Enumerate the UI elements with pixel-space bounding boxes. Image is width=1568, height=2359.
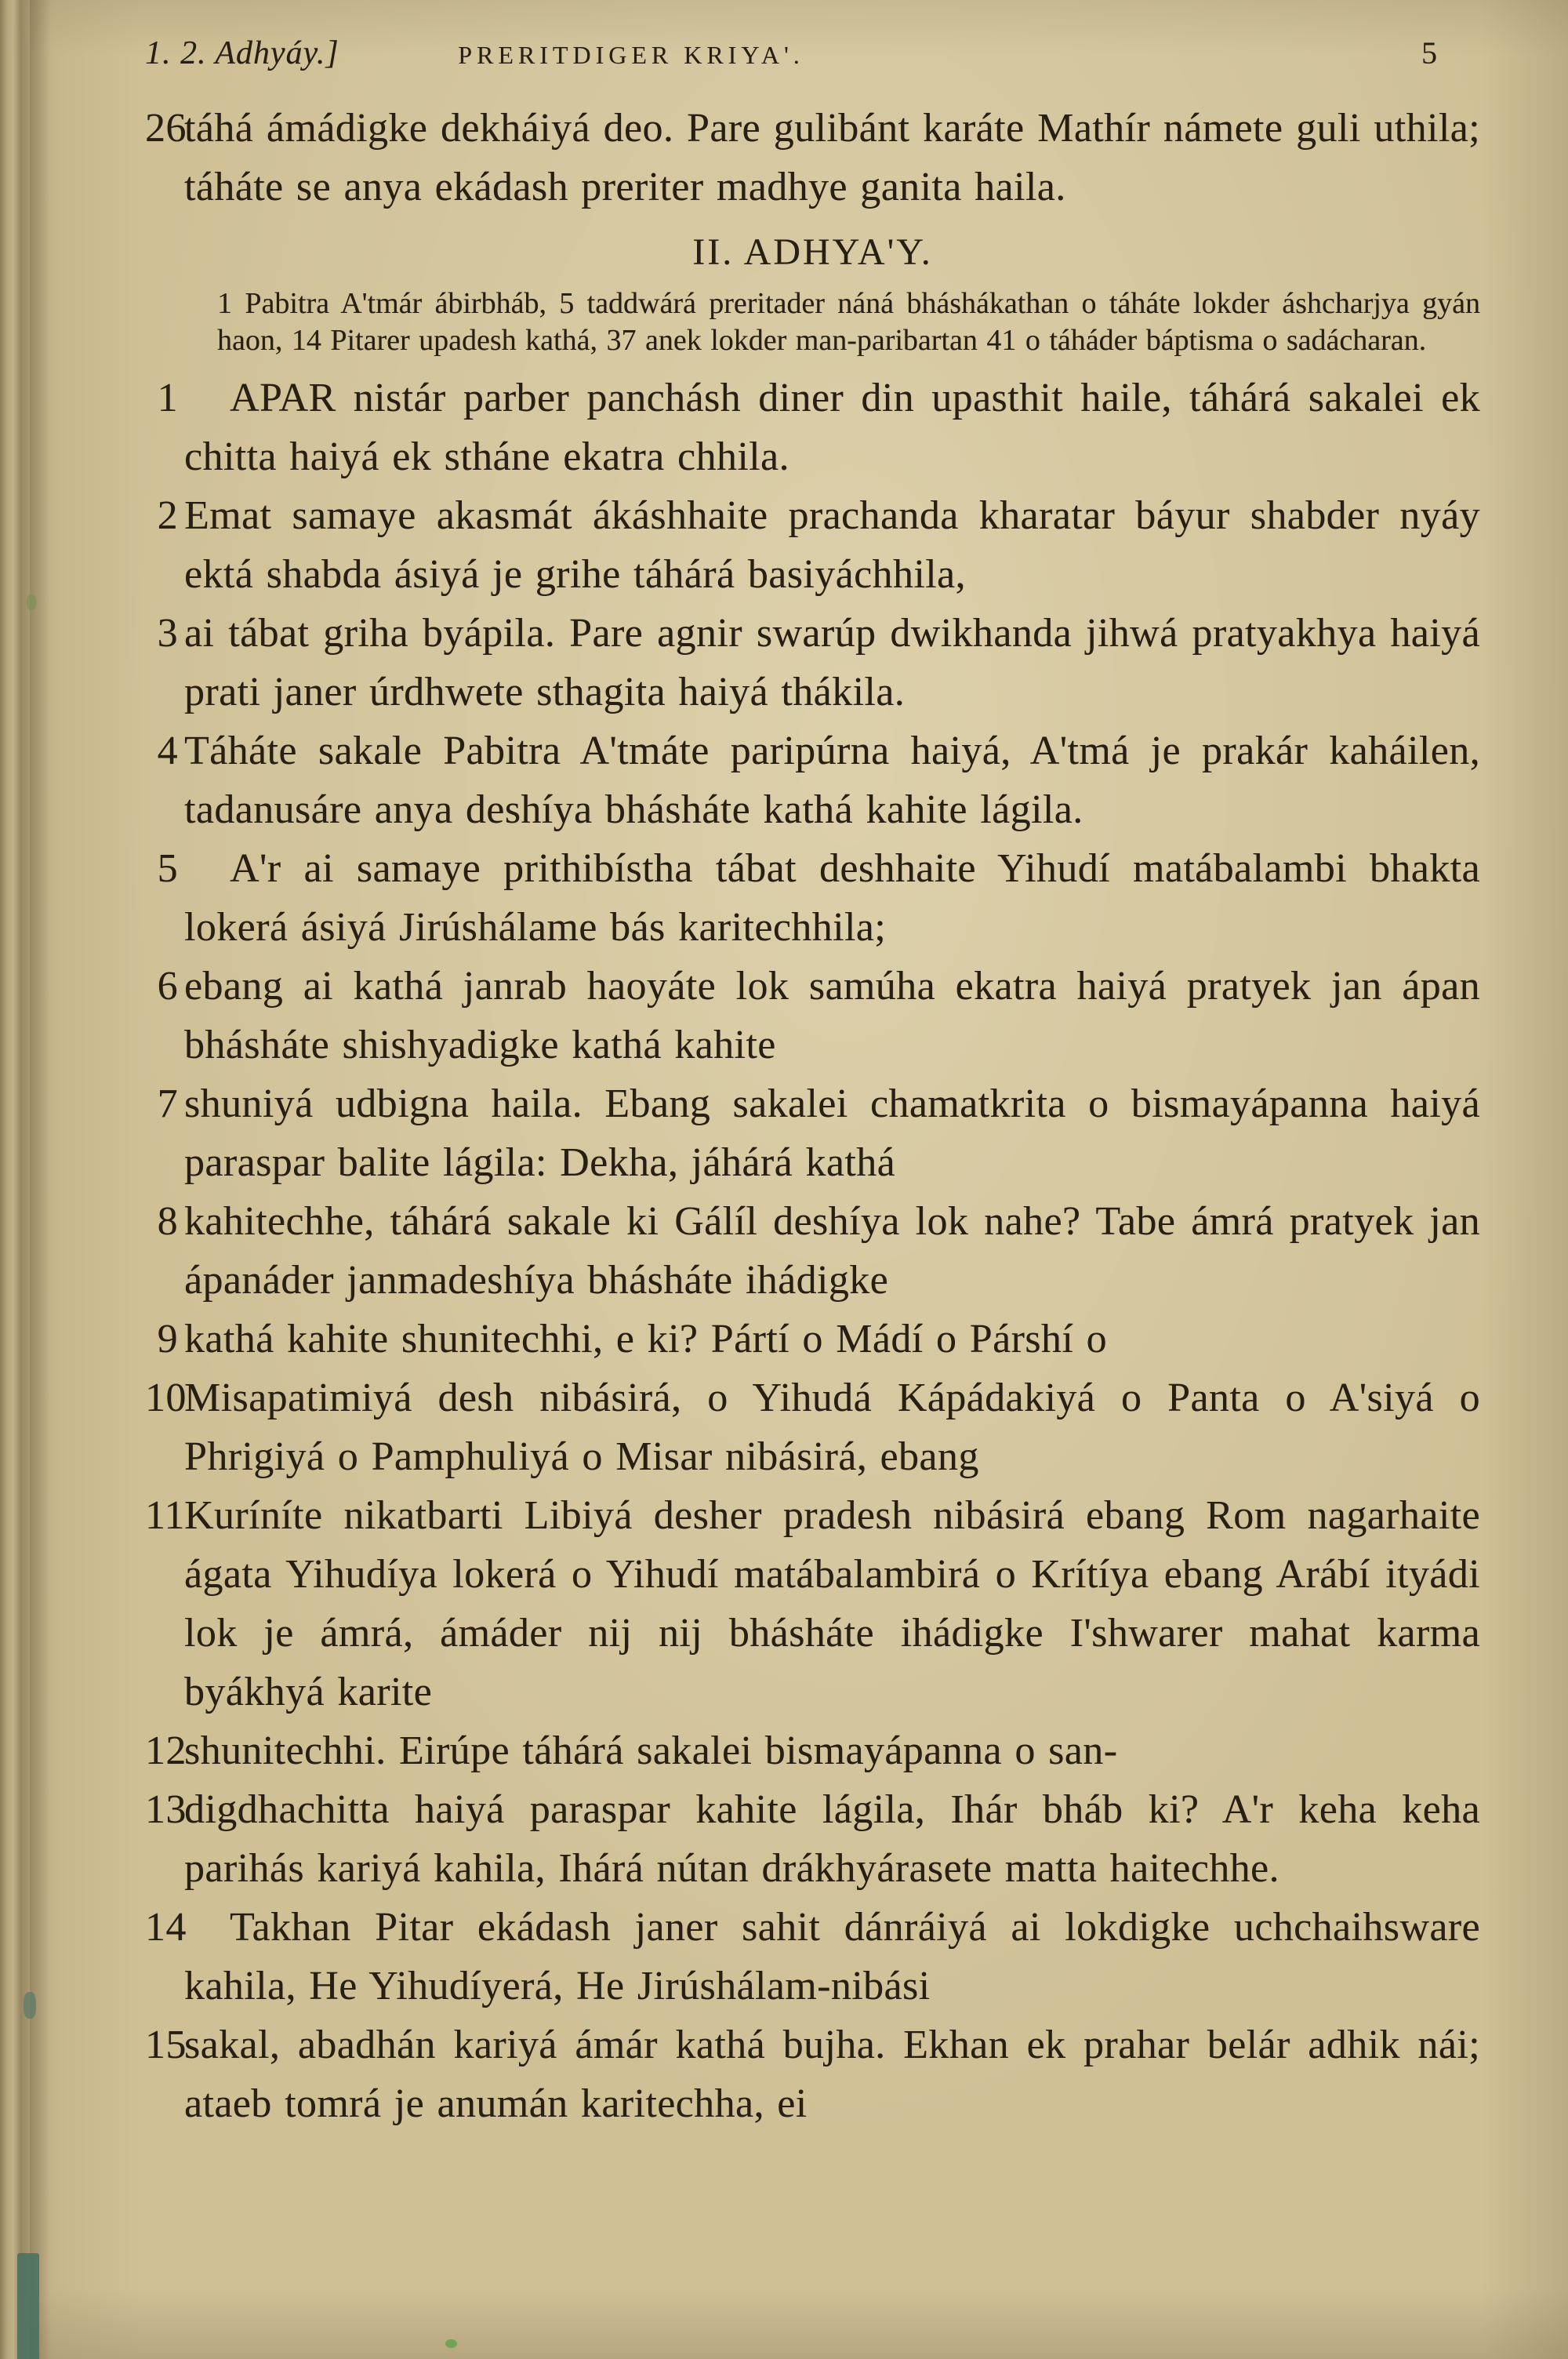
verse xyxy=(145,2016,1480,2133)
verse-text: ai tábat griha byápila. Pare agnir swarúp dwikhanda jihwá pratyakhya haiyá prati janer úrdhwete sthagita haiyá thákila. xyxy=(184,611,1480,714)
verse xyxy=(145,1310,1480,1369)
verse-text: Misapatimiyá desh nibásirá, o Yihudá Kápádakiyá o Panta o A'siyá o Phrigiyá o Pamphuliyá o Misar nibásirá, ebang xyxy=(184,1376,1480,1479)
verse-number: 7 xyxy=(157,1081,178,1126)
page-number: 5 xyxy=(1421,35,1437,71)
verse xyxy=(145,1074,1480,1192)
verse xyxy=(145,604,1480,722)
verse-number: 14 xyxy=(145,1905,187,1950)
verse-text: Kuríníte nikatbarti Libiyá desher pradesh nibásirá ebang Rom nagarhaite ágata Yihudíya lokerá o Yihudí matábalambirá o Krítíya ebang Arábí ityádi lok je ámrá, ámáder nij nij bhásháte ihádigke I'shwarer mahat karma byákhyá karite xyxy=(184,1493,1480,1714)
verse-number: 10 xyxy=(145,1376,187,1420)
verse-text: kathá kahite shunitechhi, e ki? Pártí o Mádí o Párshí o xyxy=(184,1317,1107,1361)
verse-text: APAR nistár parber panchásh diner din upasthit haile, táhárá sakalei ek chitta haiyá ek stháne ekatra chhila. xyxy=(184,376,1480,479)
verse-text: Takhan Pitar ekádash janer sahit dánráiyá ai lokdigke uchchaihsware kahila, He Yihudíyerá, He Jirúshálam-nibási xyxy=(184,1905,1480,2008)
verse xyxy=(145,1486,1480,1721)
verse-text: Táháte sakale Pabitra A'tmáte paripúrna haiyá, A'tmá je prakár kaháilen, tadanusáre anya deshíya bhásháte kathá kahite lágila. xyxy=(184,729,1480,832)
paper-fleck xyxy=(27,594,36,610)
verse-number: 11 xyxy=(145,1493,185,1538)
verse-number: 1 xyxy=(157,376,178,420)
verse-text: ebang ai kathá janrab haoyáte lok samúha ekatra haiyá pratyek jan ápan bhásháte shishyadigke kathá kahite xyxy=(184,964,1480,1067)
verse-number: 6 xyxy=(157,964,178,1009)
verse-number: 5 xyxy=(157,846,178,891)
verse-number: 8 xyxy=(157,1199,178,1244)
verse-text: shunitechhi. Eirúpe táhárá sakalei bismayápanna o san- xyxy=(184,1728,1118,1773)
running-header xyxy=(145,35,1480,83)
verse-number: 12 xyxy=(145,1728,187,1773)
verses-container xyxy=(145,369,1480,2133)
verse xyxy=(145,1369,1480,1486)
verse-number: 3 xyxy=(157,611,178,656)
verse xyxy=(145,486,1480,604)
verse-number: 2 xyxy=(157,493,178,538)
verse xyxy=(145,1898,1480,2016)
verse-text: digdhachitta haiyá paraspar kahite lágila, Ihár bháb ki? A'r keha keha parihás kariyá kahila, Ihárá nútan drákhyárasete matta haitechhe. xyxy=(184,1787,1480,1891)
verse-text: sakal, abadhán kariyá ámár kathá bujha. Ekhan ek prahar belár adhik nái; ataeb tomrá je anumán karitechha, ei xyxy=(184,2023,1480,2126)
verse-number: 13 xyxy=(145,1787,187,1832)
verse-text: táhá ámádigke dekháiyá deo. Pare gulibánt karáte Mathír námete guli uthila; táháte se anya ekádash preriter madhye ganita haila. xyxy=(184,106,1480,209)
verse xyxy=(145,1192,1480,1310)
page-content xyxy=(145,35,1480,2133)
book-title: PRERITDIGER KRIYA'. xyxy=(458,41,804,69)
verse xyxy=(145,1780,1480,1898)
verse-26 xyxy=(145,99,1480,216)
verse xyxy=(145,1721,1480,1780)
verse-text: shuniyá udbigna haila. Ebang sakalei chamatkrita o bismayápanna haiyá paraspar balite lágila: Dekha, jáhárá kathá xyxy=(184,1081,1480,1185)
paper-fleck xyxy=(24,1992,36,2019)
chapter-heading: II. ADHYA'Y. xyxy=(692,231,933,273)
verse xyxy=(145,957,1480,1074)
verse-number: 9 xyxy=(157,1317,178,1361)
verse xyxy=(145,369,1480,486)
chapter-reference: 1. 2. Adhyáy.] xyxy=(145,35,339,71)
verse-number: 26 xyxy=(145,106,187,151)
chapter-summary: 1 Pabitra A'tmár ábirbháb, 5 taddwárá preritader náná bháshákathan o táháte lokder áshcharjya gyán haon, 14 Pitarer upadesh kathá, 37 anek lokder man-paribartan 41 o táháder báptisma o sadácharan. xyxy=(217,287,1480,357)
verse xyxy=(145,839,1480,957)
verse-text: kahitechhe, táhárá sakale ki Gálíl deshíya lok nahe? Tabe ámrá pratyek jan ápanáder janmadeshíya bhásháte ihádigke xyxy=(184,1199,1480,1303)
verse-text: Emat samaye akasmát ákáshhaite prachanda kharatar báyur shabder nyáy ektá shabda ásiyá je grihe táhárá basiyáchhila, xyxy=(184,493,1480,597)
verse-number: 4 xyxy=(157,729,178,773)
paper-speck xyxy=(445,2339,457,2348)
verse xyxy=(145,722,1480,839)
verse-text: A'r ai samaye prithibístha tábat deshhaite Yihudí matábalambi bhakta lokerá ásiyá Jirúshálame bás karitechhila; xyxy=(184,846,1480,950)
verse-number: 15 xyxy=(145,2023,187,2067)
binding-mark xyxy=(17,2253,39,2359)
